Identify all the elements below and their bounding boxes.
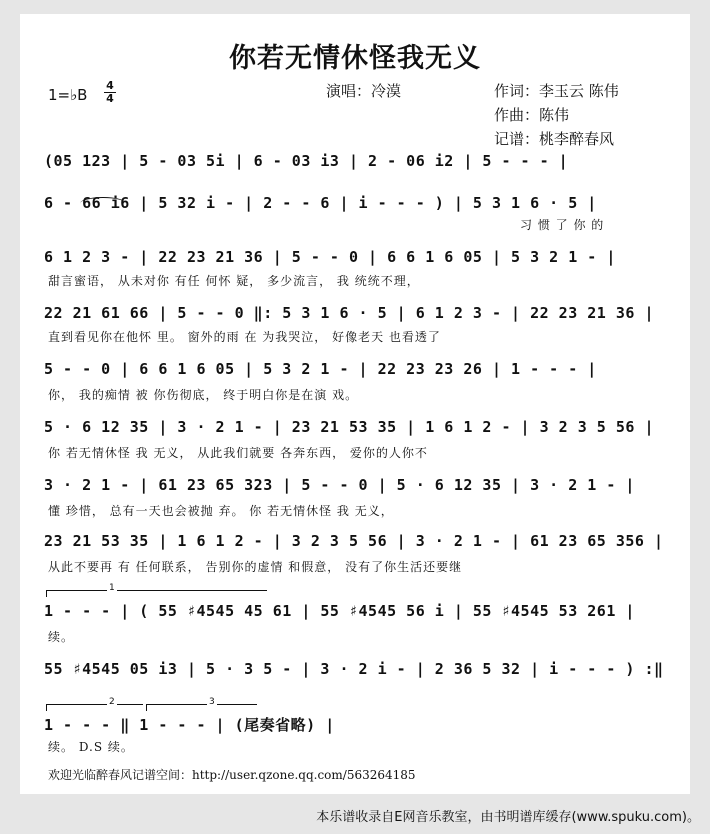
volta-1-number: 1 bbox=[109, 583, 115, 593]
score-line-6: 5 · 6 12 35 | 3 · 2 1 - | 23 21 53 35 | 1 6 1 2 - | 3 2 3 5 56 | bbox=[44, 418, 654, 436]
time-signature bbox=[104, 80, 116, 105]
lyric-line-6: 你 若无情休怪 我 无义， 从此我们就要 各奔东西， 爱你的人你不 bbox=[48, 446, 428, 460]
singer-credit: 演唱：冷漠 bbox=[326, 82, 402, 100]
volta-2 bbox=[46, 697, 143, 711]
volta-1 bbox=[46, 583, 267, 597]
lyric-line-7: 懂 珍惜， 总有一天也会被抛 弃。 你 若无情休怪 我 无义， bbox=[48, 504, 394, 518]
composer-credit: 作曲：陈伟 bbox=[494, 106, 570, 124]
score-line-11: 1 - - - ‖ 1 - - - | (尾奏省略) | bbox=[44, 716, 335, 734]
score-line-9: 1 - - - | ( 55 ♯4545 45 61 | 55 ♯4545 56 i | 55 ♯4545 53 261 | bbox=[44, 602, 635, 620]
lyric-line-4: 直到看见你在他怀 里。 窗外的雨 在 为我哭泣， 好像老天 也看透了 bbox=[48, 330, 441, 344]
score-line-7: 3 · 2 1 - | 61 23 65 323 | 5 - - 0 | 5 · 6 12 35 | 3 · 2 1 - | bbox=[44, 476, 635, 494]
score-line-2: 6 - 66 i6 | 5 32 i - | 2 - - 6 | i - - - ) | 5 3 1 6 · 5 | bbox=[44, 194, 597, 212]
volta-3 bbox=[146, 697, 257, 711]
footer-note: 欢迎光临醉春风记谱空间：http://user.qzone.qq.com/563264185 bbox=[48, 768, 416, 782]
meter-bottom: 4 bbox=[104, 92, 116, 105]
transcriber-credit: 记谱：桃李醉春风 bbox=[494, 130, 615, 148]
score-line-10: 55 ♯4545 05 i3 | 5 · 3 5 - | 3 · 2 i - | 2 36 5 32 | i - - - ) :‖ bbox=[44, 660, 664, 678]
meter-top: 4 bbox=[106, 79, 114, 92]
lyric-line-9: 续。 bbox=[48, 630, 75, 644]
page-title: 你若无情休怪我无义 bbox=[229, 43, 481, 74]
key-signature: 1=♭B bbox=[48, 86, 88, 104]
lyric-line-5: 你， 我的痴情 被 你伤彻底， 终于明白你是在演 戏。 bbox=[48, 388, 359, 402]
score-line-1: (05 123 | 5 - 03 5i | 6 - 03 i3 | 2 - 06 i2 | 5 - - - | bbox=[44, 152, 569, 170]
lyric-line-3: 甜言蜜语， 从未对你 有任 何怀 疑， 多少流言， 我 统统不理， bbox=[48, 274, 420, 288]
lyricist-credit: 作词：李玉云 陈伟 bbox=[494, 82, 619, 100]
score-sheet bbox=[20, 14, 690, 794]
score-line-5: 5 - - 0 | 6 6 1 6 05 | 5 3 2 1 - | 22 23 23 26 | 1 - - - | bbox=[44, 360, 597, 378]
source-credit: 本乐谱收录自E网音乐教室，由书明谱库缓存(www.spuku.com)。 bbox=[316, 810, 700, 825]
lyric-line-11: 续。 D.S 续。 bbox=[48, 740, 134, 754]
lyric-line-8: 从此不要再 有 任何联系， 告别你的虚情 和假意， 没有了你生活还要继 bbox=[48, 560, 463, 574]
lyric-line-2: 习 惯 了 你 的 bbox=[520, 218, 605, 232]
score-line-3: 6 1 2 3 - | 22 23 21 36 | 5 - - 0 | 6 6 1 6 05 | 5 3 2 1 - | bbox=[44, 248, 616, 266]
volta-2-number: 2 bbox=[109, 697, 115, 707]
volta-3-number: 3 bbox=[209, 697, 215, 707]
score-line-4: 22 21 61 66 | 5 - - 0 ‖: 5 3 1 6 · 5 | 6 1 2 3 - | 22 23 21 36 | bbox=[44, 304, 654, 322]
score-line-8: 23 21 53 35 | 1 6 1 2 - | 3 2 3 5 56 | 3 · 2 1 - | 61 23 65 356 | bbox=[44, 532, 664, 550]
